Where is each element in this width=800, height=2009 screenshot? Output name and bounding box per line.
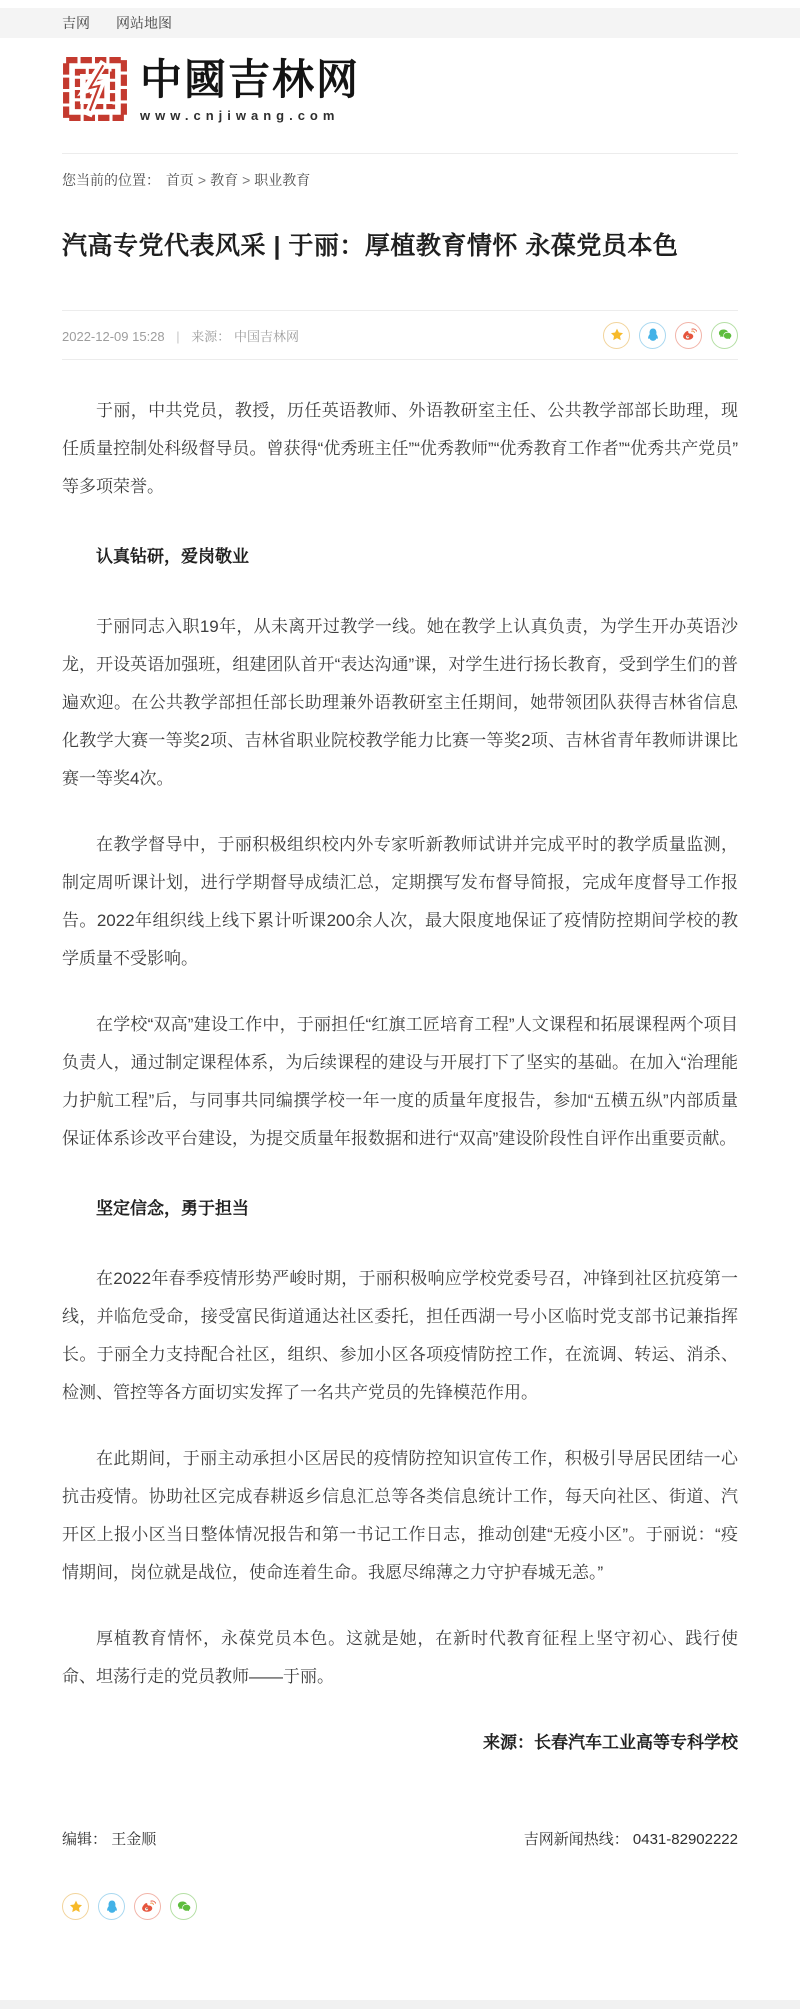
breadcrumb-prefix: 您当前的位置： (62, 172, 160, 188)
share-weibo-icon[interactable] (675, 322, 702, 349)
share-wechat-icon[interactable] (711, 322, 738, 349)
breadcrumb-items (164, 172, 312, 188)
breadcrumb-separator: > (197, 172, 207, 188)
breadcrumb-item[interactable]: 教育 (210, 172, 239, 188)
topbar-link[interactable]: 网站地图 (116, 15, 172, 31)
share-qq-icon[interactable] (639, 322, 666, 349)
publish-date: 2022-12-09 15:28 (62, 328, 165, 344)
source-label: 来源： (191, 328, 231, 344)
editor-info (62, 1828, 156, 1849)
share-qq-icon[interactable] (98, 1893, 125, 1920)
hotline-number: 0431-82902222 (632, 1831, 738, 1849)
section-heading: 坚定信念，勇于担当 (96, 1199, 249, 1219)
site-logo[interactable] (62, 56, 360, 127)
editor-name: 王金顺 (111, 1831, 157, 1849)
share-qzone-icon[interactable] (62, 1893, 89, 1920)
top-share-bar (603, 322, 738, 349)
section-heading: 认真钻研，爱岗敬业 (96, 547, 249, 567)
logo-seal-icon (62, 56, 128, 127)
top-bar (0, 8, 800, 38)
editor-label: 编辑： (62, 1831, 108, 1849)
article-paragraph: 在此期间，于丽主动承担小区居民的疫情防控知识宣传工作，积极引导居民团结一心抗击疫情。协助社区完成春耕返乡信息汇总等各类信息统计工作，每天向社区、街道、汽开区上报小区当日整体情况报告和第一书记工作日志，推动创建“无疫小区”。于丽说：“疫情期间，岗位就是战位，使命连着生命。我愿尽绵薄之力守护春城无恙。” (62, 1449, 738, 1583)
site-header (62, 38, 738, 153)
logo-text (140, 56, 360, 123)
footer-meta (62, 1828, 738, 1849)
article-paragraph: 厚植教育情怀，永葆党员本色。这就是她，在新时代教育征程上坚守初心、践行使命、坦荡行走的党员教师——于丽。 (62, 1629, 738, 1687)
article-meta-row (62, 310, 738, 360)
article-meta (62, 326, 299, 345)
article-body (62, 360, 738, 1696)
article-paragraph: 在教学督导中，于丽积极组织校内外专家听新教师试讲并完成平时的教学质量监测，制定周听课计划，进行学期督导成绩汇总，定期撰写发布督导简报，完成年度督导工作报告。2022年组织线上线下累计听课200余人次，最大限度地保证了疫情防控期间学校的教学质量不受影响。 (62, 835, 738, 969)
top-bar-links (62, 8, 738, 38)
share-qzone-icon[interactable] (603, 322, 630, 349)
breadcrumb-item[interactable]: 首页 (165, 172, 194, 188)
meta-separator: | (176, 328, 180, 344)
footer-strip (0, 2000, 800, 2009)
breadcrumb (62, 170, 738, 190)
breadcrumb-separator: > (242, 172, 251, 188)
bottom-spacer (62, 1920, 738, 2000)
share-weibo-icon[interactable] (134, 1893, 161, 1920)
article-paragraph: 于丽，中共党员，教授，历任英语教师、外语教研室主任、公共教学部部长助理，现任质量控制处科级督导员。曾获得“优秀班主任”“优秀教师”“优秀教育工作者”“优秀共产党员”等多项荣誉。 (62, 401, 738, 497)
hotline-label: 吉网新闻热线： (523, 1831, 629, 1849)
site-url: www.cnjiwang.com (140, 108, 340, 123)
article-attribution: 来源：长春汽车工业高等专科学校 (483, 1733, 738, 1753)
source-name: 中国吉林网 (233, 328, 299, 344)
article-paragraph: 在学校“双高”建设工作中，于丽担任“红旗工匠培育工程”人文课程和拓展课程两个项目负责人，通过制定课程体系，为后续课程的建设与开展打下了坚实的基础。在加入“治理能力护航工程”后，与同事共同编撰学校一年一度的质量年度报告，参加“五横五纵”内部质量保证体系诊改平台建设，为提交质量年报数据和进行“双高”建设阶段性自评作出重要贡献。 (62, 1015, 738, 1149)
hotline-info (524, 1828, 738, 1849)
breadcrumb-item[interactable]: 职业教育 (254, 172, 311, 188)
site-name: 中國吉林网 (140, 58, 361, 104)
topbar-link[interactable]: 吉网 (62, 15, 90, 31)
page-title: 汽高专党代表风采 | 于丽：厚植教育情怀 永葆党员本色 (62, 232, 679, 260)
bottom-share-bar (62, 1893, 738, 1920)
article-paragraph: 在2022年春季疫情形势严峻时期，于丽积极响应学校党委号召，冲锋到社区抗疫第一线，并临危受命，接受富民街道通达社区委托，担任西湖一号小区临时党支部书记兼指挥长。于丽全力支持配合社区，组织、参加小区各项疫情防控工作，在流调、转运、消杀、检测、管控等各方面切实发挥了一名共产党员的先锋模范作用。 (62, 1269, 738, 1403)
share-wechat-icon[interactable] (170, 1893, 197, 1920)
header-divider (62, 153, 738, 154)
article-paragraph: 于丽同志入职19年，从未离开过教学一线。她在教学上认真负责，为学生开办英语沙龙，开设英语加强班，组建团队首开“表达沟通”课，对学生进行扬长教育，受到学生们的普遍欢迎。在公共教学部担任部长助理兼外语教研室主任期间，她带领团队获得吉林省信息化教学大赛一等奖2项、吉林省职业院校教学能力比赛一等奖2项、吉林省青年教师讲课比赛一等奖4次。 (62, 617, 738, 789)
